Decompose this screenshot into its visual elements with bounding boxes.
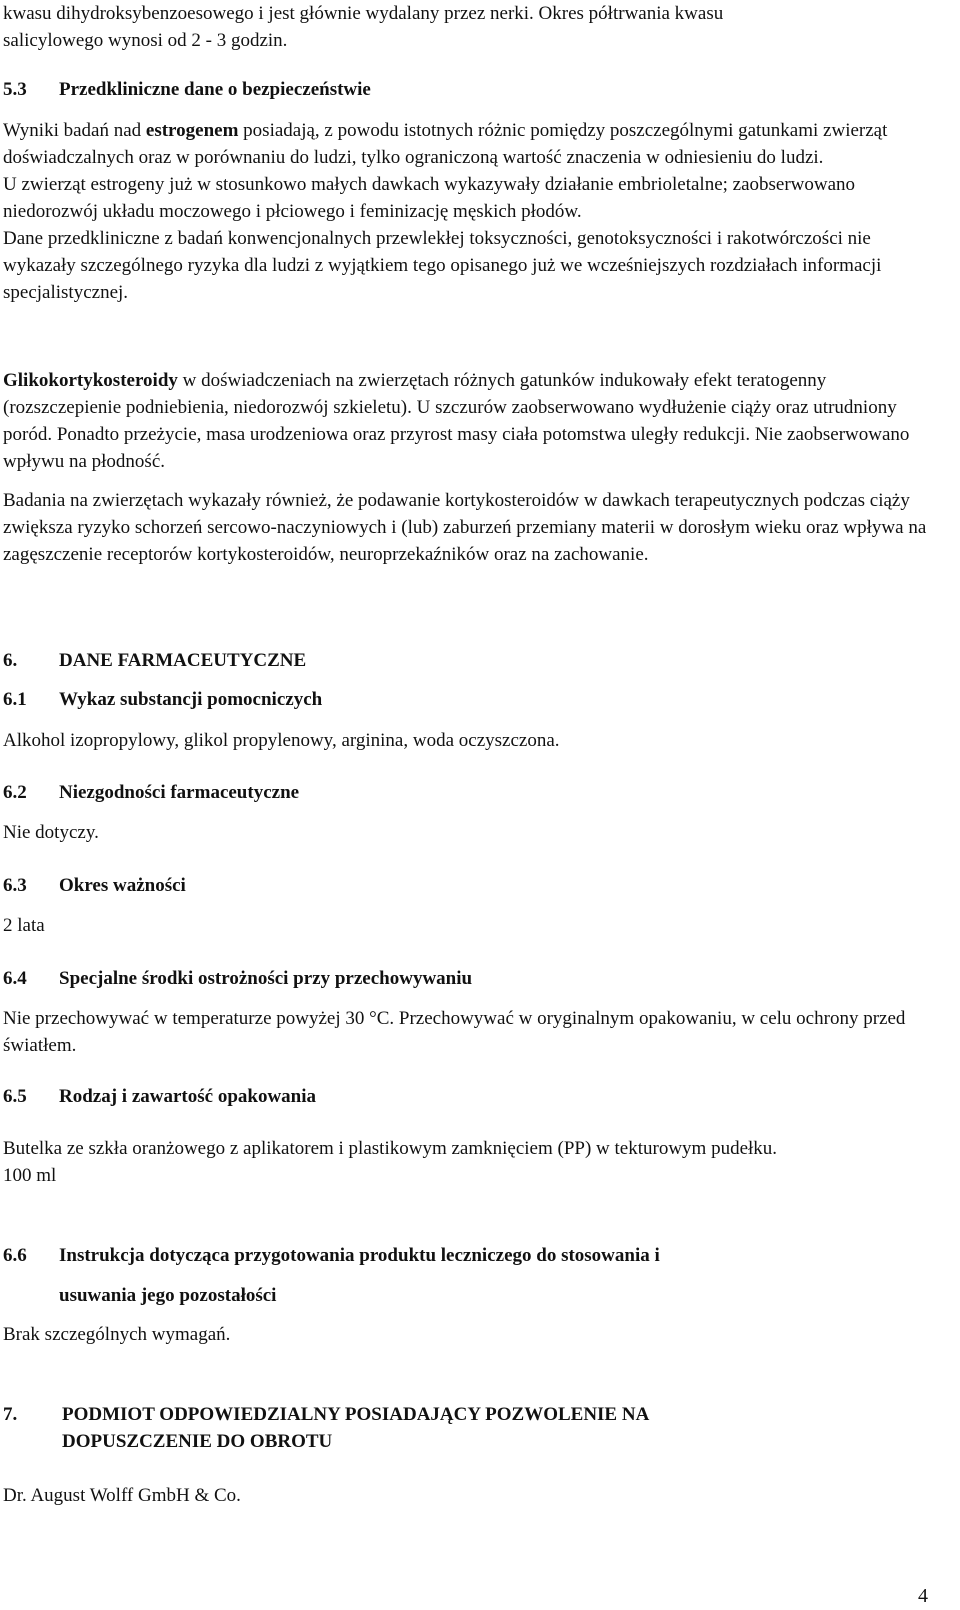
section-number: 6.2 bbox=[3, 782, 27, 803]
estrogen-paragraph: Wyniki badań nad estrogenem posiadają, z powodu istotnych różnic pomiędzy poszczególnymi gatunkami zwierząt doświadczalnych oraz w porównaniu do ludzi, tylko ograniczoną wartość znaczenia w odniesieniu do ludzi. bbox=[3, 120, 888, 168]
section-title: Instrukcja dotycząca przygotowania produktu leczniczego do stosowania i bbox=[59, 1245, 660, 1266]
incompatibilities-text: Nie dotyczy. bbox=[3, 822, 99, 843]
glucocorticoid-paragraph: Glikokortykosteroidy w doświadczeniach na zwierzętach różnych gatunków indukowały efekt teratogenny (rozszczepienie podniebienia, niedorozwój szkieletu). U szczurów zaobserwowano wydłużenie ciąży oraz utrudniony poród. Ponadto przeżycie, masa urodzeniowa oraz przyrost masy ciała potomstwa uległy redukcji. Nie zaobserwowano wpływu na płodność. bbox=[3, 370, 910, 472]
estrogen-term: estrogenem bbox=[145, 120, 239, 141]
intro-line-1: kwasu dihydroksybenzoesowego i jest głównie wydalany przez nerki. Okres półtrwania kwasu bbox=[3, 3, 724, 24]
excipients-text: Alkohol izopropylowy, glikol propylenowy, arginina, woda oczyszczona. bbox=[3, 730, 560, 751]
section-title: DANE FARMACEUTYCZNE bbox=[59, 650, 307, 671]
section-7-heading: 7. PODMIOT ODPOWIEDZIALNY POSIADAJĄCY POZWOLENIE NA DOPUSZCZENIE DO OBROTU bbox=[3, 1401, 933, 1455]
section-title: Przedkliniczne dane o bezpieczeństwie bbox=[59, 79, 371, 100]
section-number: 6.5 bbox=[3, 1086, 27, 1107]
section-6-3-heading bbox=[3, 872, 933, 899]
storage-text: Nie przechowywać w temperaturze powyżej 30 °C. Przechowywać w oryginalnym opakowaniu, w celu ochrony przed światłem. bbox=[3, 1008, 906, 1056]
section-title: PODMIOT ODPOWIEDZIALNY POSIADAJĄCY POZWOLENIE NA bbox=[62, 1404, 650, 1425]
section-title: Rodzaj i zawartość opakowania bbox=[59, 1086, 317, 1107]
section-number: 6.6 bbox=[3, 1245, 27, 1266]
section-6-6-heading-cont: usuwania jego pozostałości bbox=[59, 1285, 277, 1306]
intro-line-2: salicylowego wynosi od 2 - 3 godzin. bbox=[3, 30, 288, 51]
disposal-text: Brak szczególnych wymagań. bbox=[3, 1324, 231, 1345]
package-volume: 100 ml bbox=[3, 1165, 57, 1186]
estrogen-embryo-paragraph: U zwierząt estrogeny już w stosunkowo małych dawkach wykazywały działanie embrioletalne; zaobserwowano niedorozwój układu moczowego i płciowego i feminizację męskich płodów. bbox=[3, 174, 856, 222]
section-6-5-heading bbox=[3, 1083, 933, 1110]
section-6-4-heading bbox=[3, 965, 933, 992]
corticosteroid-paragraph: Badania na zwierzętach wykazały również, że podawanie kortykosteroidów w dawkach terapeutycznych podczas ciąży zwiększa ryzyko schorzeń sercowo-naczyniowych i (lub) zaburzeń przemiany materii w dorosłym wieku oraz wpływa na zagęszczenie receptorów kortykosteroidów, neuroprzekaźników oraz na zachowanie. bbox=[3, 490, 927, 565]
preclinical-paragraph: Dane przedkliniczne z badań konwencjonalnych przewlekłej toksyczności, genotoksyczności i rakotwórczości nie wykazały szczególnego ryzyka dla ludzi z wyjątkiem tego opisanego już we wcześniejszych rozdziałach informacji specjalistycznej. bbox=[3, 228, 882, 303]
section-number: 6.4 bbox=[3, 968, 27, 989]
section-5-3-heading bbox=[3, 76, 933, 103]
intro-paragraph bbox=[3, 0, 933, 54]
page-number: 4 bbox=[918, 1585, 928, 1607]
shelf-life-text: 2 lata bbox=[3, 915, 45, 936]
section-6-2-heading bbox=[3, 779, 933, 806]
section-number: 6.1 bbox=[3, 689, 27, 710]
section-6-heading bbox=[3, 647, 933, 674]
section-title: Wykaz substancji pomocniczych bbox=[59, 689, 323, 710]
packaging-text: Butelka ze szkła oranżowego z aplikatorem i plastikowym zamknięciem (PP) w tekturowym pudełku. 100 ml bbox=[3, 1135, 933, 1189]
marketing-authorisation-holder: Dr. August Wolff GmbH & Co. bbox=[3, 1485, 241, 1506]
section-title: Okres ważności bbox=[59, 875, 186, 896]
section-number: 5.3 bbox=[3, 79, 27, 100]
section-number: 6. bbox=[3, 650, 18, 671]
section-6-1-heading bbox=[3, 686, 933, 713]
section-6-6-heading bbox=[3, 1242, 933, 1269]
section-number: 7. bbox=[3, 1404, 18, 1425]
section-title: Specjalne środki ostrożności przy przechowywaniu bbox=[59, 968, 473, 989]
section-number: 6.3 bbox=[3, 875, 27, 896]
section-5-3-body bbox=[3, 117, 933, 306]
section-title: Niezgodności farmaceutyczne bbox=[59, 782, 300, 803]
glucocorticoid-term: Glikokortykosteroidy bbox=[3, 370, 178, 391]
